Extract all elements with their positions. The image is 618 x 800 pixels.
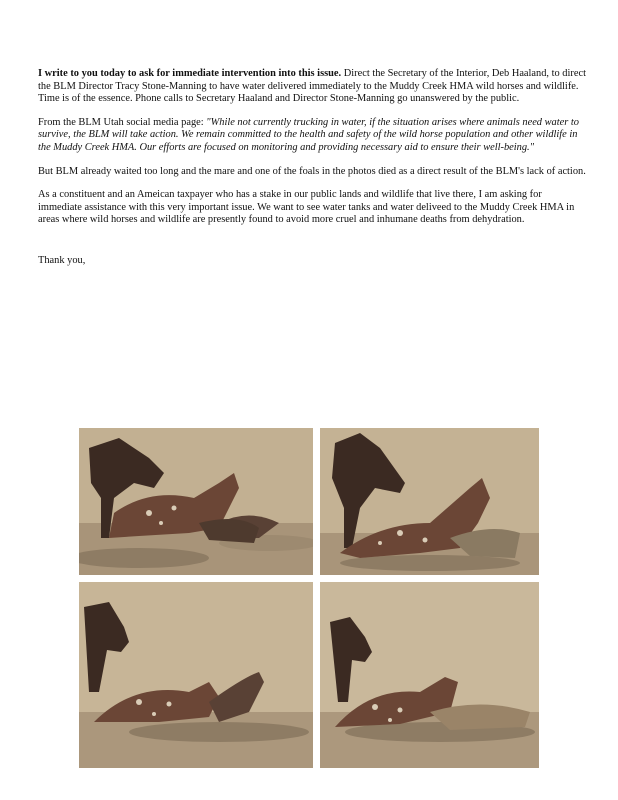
request-text: Direct the Secretary of the Interior, Deb Haaland, to direct the BLM Director Tracy Stone-Manning to have water delivered immediately to the Muddy Creek HMA wild horses and wildlife. Time is of the essence. Phone calls to Secretary Haaland and Director Stone-Manning go unanswered by the public. — [38, 68, 586, 105]
horse-photo-3 — [79, 582, 313, 768]
paragraph-appeal: As a constituent and an Ameican taxpayer who has a stake in our public lands and wildlife that live there, I am asking for immediate assistance with this very important issue. We want to see water tanks and water deliveed to the Muddy Creek HMA in areas where wild horses and wildlife are presently found to avoid more cruel and inhumane deaths from dehydration. — [38, 189, 575, 226]
horse-image — [79, 582, 313, 768]
paragraph-consequence: But BLM already waited too long and the mare and one of the foals in the photos died as a direct result of the BLM's lack of action. — [38, 165, 586, 177]
request-lead: I write to you today to ask for immediate intervention into this issue. — [38, 68, 342, 79]
closing: Thank you, — [38, 254, 86, 266]
horse-photo-1 — [79, 428, 313, 575]
horse-photo-2 — [320, 428, 539, 575]
paragraph-blm-quote — [38, 117, 586, 155]
horse-image — [320, 428, 539, 575]
horse-image — [79, 428, 313, 575]
blm-quote: "While not currently trucking in water, if the situation arises where animals need water to survive, the BLM will take action. We remain committed to the health and safety of the wild horse population and other wildlife in the Muddy Creek HMA. Our efforts are focused on monitoring and providing necessary aid to ensure their well-being." — [38, 116, 579, 153]
letter-body — [38, 68, 586, 279]
photo-collage — [79, 428, 539, 768]
horse-image — [320, 582, 539, 768]
paragraph-request — [38, 68, 586, 106]
quote-lead: From the BLM Utah social media page: — [38, 116, 207, 128]
horse-photo-4 — [320, 582, 539, 768]
